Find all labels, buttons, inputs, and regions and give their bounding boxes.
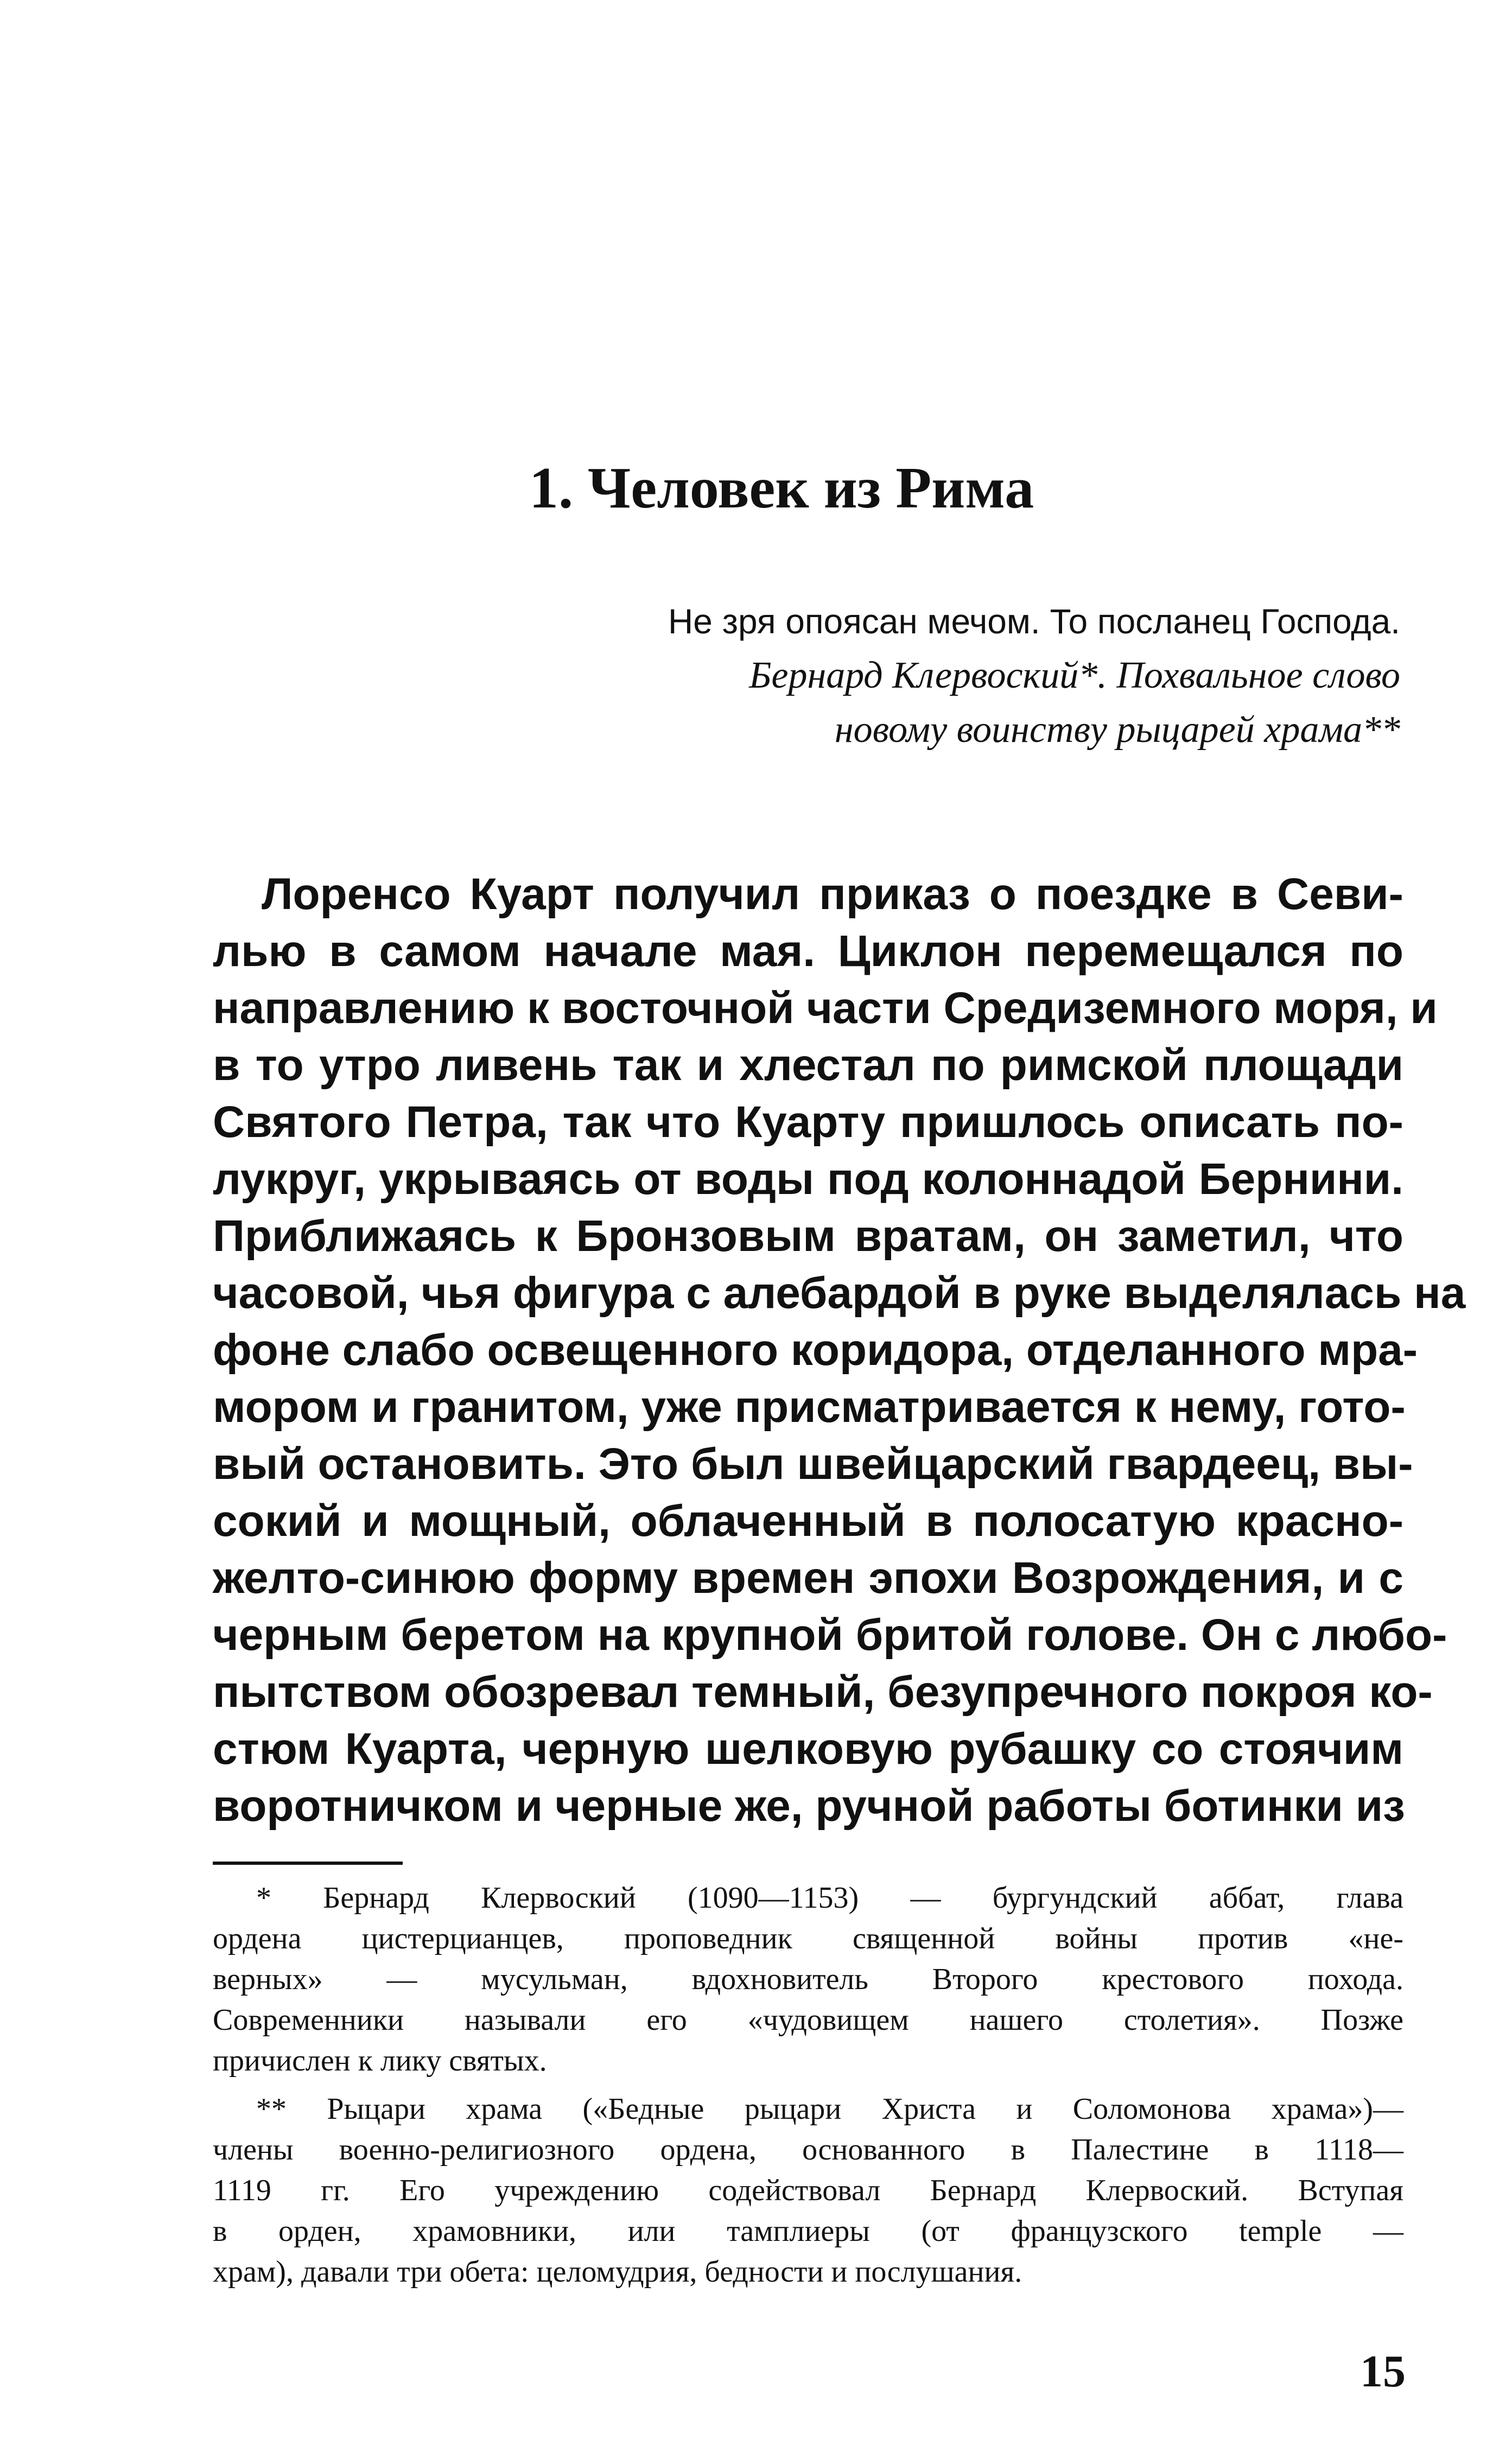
footnotes <box>213 1878 1403 2300</box>
body-line: часовой, чья фигура с алебардой в руке выделялась на <box>213 1268 1466 1318</box>
footnote-line: члены военно-религиозного ордена, основанного в Палестине в 1118— <box>213 2133 1403 2167</box>
footnote-line: причислен к лику святых. <box>213 2044 547 2078</box>
footnote-line: Современники называли его «чудовищем нашего столетия». Позже <box>213 2003 1403 2037</box>
body-line: сокий и мощный, облаченный в полосатую красно- <box>213 1496 1403 1546</box>
body-line: направлению к восточной части Средиземного моря, и <box>213 983 1438 1033</box>
body-line: желто-синюю форму времен эпохи Возрождения, и с <box>213 1553 1403 1603</box>
body-line: пытством обозревал темный, безупречного покроя ко- <box>213 1667 1433 1717</box>
body-line: лукруг, укрываясь от воды под колоннадой Бернини. <box>213 1154 1403 1204</box>
body-line: Лоренсо Куарт получил приказ о поездке в Севи- <box>262 869 1403 919</box>
footnote-bernard <box>213 1878 1403 2081</box>
footnote-line: * Бернард Клервоский (1090—1153) — бургундский аббат, глава <box>256 1881 1403 1915</box>
body-line: фоне слабо освещенного коридора, отделанного мра- <box>213 1325 1418 1375</box>
body-line: черным беретом на крупной бритой голове. Он с любо- <box>213 1610 1447 1660</box>
body-line: лью в самом начале мая. Циклон перемещался по <box>213 926 1403 976</box>
footnote-separator <box>213 1862 403 1865</box>
footnote-line: храм), давали три обета: целомудрия, бедности и послушания. <box>213 2255 1022 2289</box>
footnote-templars <box>213 2089 1403 2292</box>
page-number: 15 <box>1360 2346 1406 2397</box>
footnote-line: верных» — мусульман, вдохновитель Второго крестового похода. <box>213 1962 1403 1996</box>
epigraph <box>380 594 1400 757</box>
chapter-title: 1. Человек из Рима <box>529 456 1034 520</box>
body-line: мором и гранитом, уже присматривается к нему, гото- <box>213 1382 1406 1432</box>
epigraph-attribution-line: новому воинству рыцарей храма** <box>834 709 1400 751</box>
footnote-line: ордена цистерцианцев, проповедник священной войны против «не- <box>213 1922 1403 1955</box>
body-line: в то утро ливень так и хлестал по римской площади <box>213 1040 1403 1090</box>
footnote-line: 1119 гг. Его учреждению содействовал Бернард Клервоский. Вступая <box>213 2174 1403 2207</box>
footnote-line: ** Рыцари храма («Бедные рыцари Христа и Соломонова храма»)— <box>256 2092 1403 2126</box>
epigraph-quote: Не зря опоясан мечом. То посланец Господа. <box>668 602 1400 641</box>
body-line: стюм Куарта, черную шелковую рубашку со стоячим <box>213 1724 1403 1774</box>
body-line: воротничком и черные же, ручной работы ботинки из <box>213 1781 1405 1831</box>
body-line: Приближаясь к Бронзовым вратам, он заметил, что <box>213 1211 1403 1261</box>
body-paragraph <box>213 866 1466 1834</box>
body-line: вый остановить. Это был швейцарский гвардеец, вы- <box>213 1439 1413 1489</box>
body-line: Святого Петра, так что Куарту пришлось описать по- <box>213 1097 1403 1147</box>
epigraph-attribution-line: Бернард Клервоский*. Похвальное слово <box>749 655 1400 696</box>
footnote-line: в орден, храмовники, или тамплиеры (от французского temple — <box>213 2214 1403 2248</box>
